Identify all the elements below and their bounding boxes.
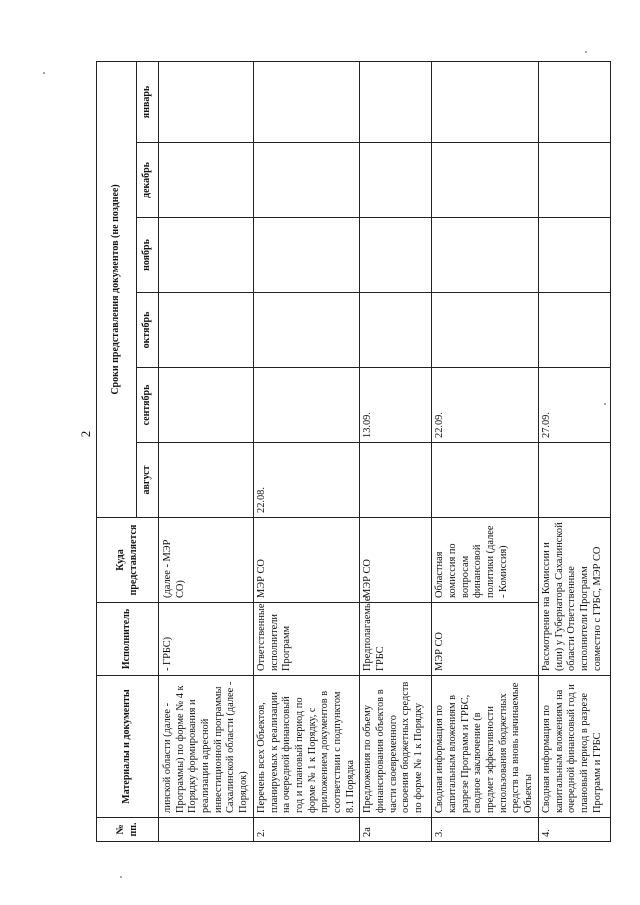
row-month-december xyxy=(360,143,432,218)
header-month-september: сентябрь xyxy=(137,368,159,443)
header-num: № пп. xyxy=(97,818,159,842)
row-month-january xyxy=(432,61,539,142)
row-number: 2. xyxy=(253,818,360,842)
row-month-october xyxy=(538,293,610,368)
page-number: 2 xyxy=(78,430,93,438)
row-number: 3. xyxy=(432,818,539,842)
header-month-november: ноябрь xyxy=(137,218,159,293)
row-executor: Ответственные исполнители Программ xyxy=(253,603,360,676)
header-destination: Куда представляется xyxy=(97,518,159,603)
header-row xyxy=(97,61,137,841)
row-month-september: 27.09. xyxy=(538,368,610,443)
header-month-october: октябрь xyxy=(137,293,159,368)
row-month-december xyxy=(159,143,254,218)
row-number: 2а xyxy=(360,818,432,842)
row-month-january xyxy=(253,61,360,142)
row-month-august xyxy=(432,443,539,518)
header-materials: Материалы и документы xyxy=(97,676,159,818)
header-month-january: январь xyxy=(137,61,159,142)
table-row xyxy=(159,61,254,841)
row-month-november xyxy=(253,218,360,293)
header-month-august: август xyxy=(137,443,159,518)
table-row xyxy=(538,61,610,841)
row-month-october xyxy=(159,293,254,368)
row-materials: линской области (далее - Программы) по форме № 4 к Порядку формирования и реализации адресной инвестиционной программы Сахалинской области (далее - Порядок) xyxy=(159,676,254,818)
row-month-november xyxy=(360,218,432,293)
row-month-september: 22.09. xyxy=(432,368,539,443)
row-month-september xyxy=(159,368,254,443)
header-month-december: декабрь xyxy=(137,143,159,218)
row-month-october xyxy=(360,293,432,368)
row-materials: Сводная информация по капитальным вложениям на очередной финансовый год и плановый период в разрезе Программ и ГРБС xyxy=(538,676,610,818)
table-row xyxy=(253,61,360,841)
row-executor: МЭР СО xyxy=(432,603,539,676)
row-month-september: 13.09. xyxy=(360,368,432,443)
row-month-august: 22.08. xyxy=(253,443,360,518)
row-executor: Предполагаемые ГРБС xyxy=(360,603,432,676)
row-month-january xyxy=(159,61,254,142)
row-number xyxy=(159,818,254,842)
row-month-november xyxy=(538,218,610,293)
row-month-august xyxy=(360,443,432,518)
row-destination: (далее - МЭР СО) xyxy=(159,518,254,603)
table-row xyxy=(360,61,432,841)
row-executor: - ГРБС) xyxy=(159,603,254,676)
table-row xyxy=(432,61,539,841)
row-number: 4. xyxy=(538,818,610,842)
row-month-october xyxy=(253,293,360,368)
document-table-frame xyxy=(96,62,603,842)
rotated-table-container xyxy=(96,62,603,842)
document-table xyxy=(96,61,611,842)
row-month-november xyxy=(159,218,254,293)
row-month-december xyxy=(432,143,539,218)
row-destination: Областная комиссия по вопросам финансовой политики (далее - Комиссия) xyxy=(432,518,539,603)
row-month-january xyxy=(538,61,610,142)
row-month-september xyxy=(253,368,360,443)
row-destination: МЭР СО xyxy=(360,518,432,603)
header-executor: Исполнитель xyxy=(97,603,159,676)
row-month-august xyxy=(159,443,254,518)
row-month-december xyxy=(253,143,360,218)
row-month-october xyxy=(432,293,539,368)
header-deadlines: Сроки представления документов (не позднее) xyxy=(97,61,137,517)
row-month-january xyxy=(360,61,432,142)
row-month-august xyxy=(538,443,610,518)
row-month-december xyxy=(538,143,610,218)
row-materials: Предложения по объему финансирования объектов в части своевременного освоения бюджетных средств по форме № 1 к Порядку xyxy=(360,676,432,818)
row-materials: Сводная информация по капитальным вложениям в разрезе Программ и ГРБС, сводное заключение (в предмет эффективности использования бюджетных средств на вновь начинаемые Объекты xyxy=(432,676,539,818)
row-month-november xyxy=(432,218,539,293)
row-destination: МЭР СО xyxy=(253,518,360,603)
row-executor-destination: Рассмотрение на Комиссии и (или) у Губернатора Сахалинской области Ответственные исполнители Программ совместно с ГРБС, МЭР СО xyxy=(538,518,610,676)
row-materials: Перечень всех Объектов, планируемых к реализации на очередной финансовый год и плановый период по форме № 1 к Порядку, с приложением документов в соответствии с подпунктом 8.1 Порядка xyxy=(253,676,360,818)
